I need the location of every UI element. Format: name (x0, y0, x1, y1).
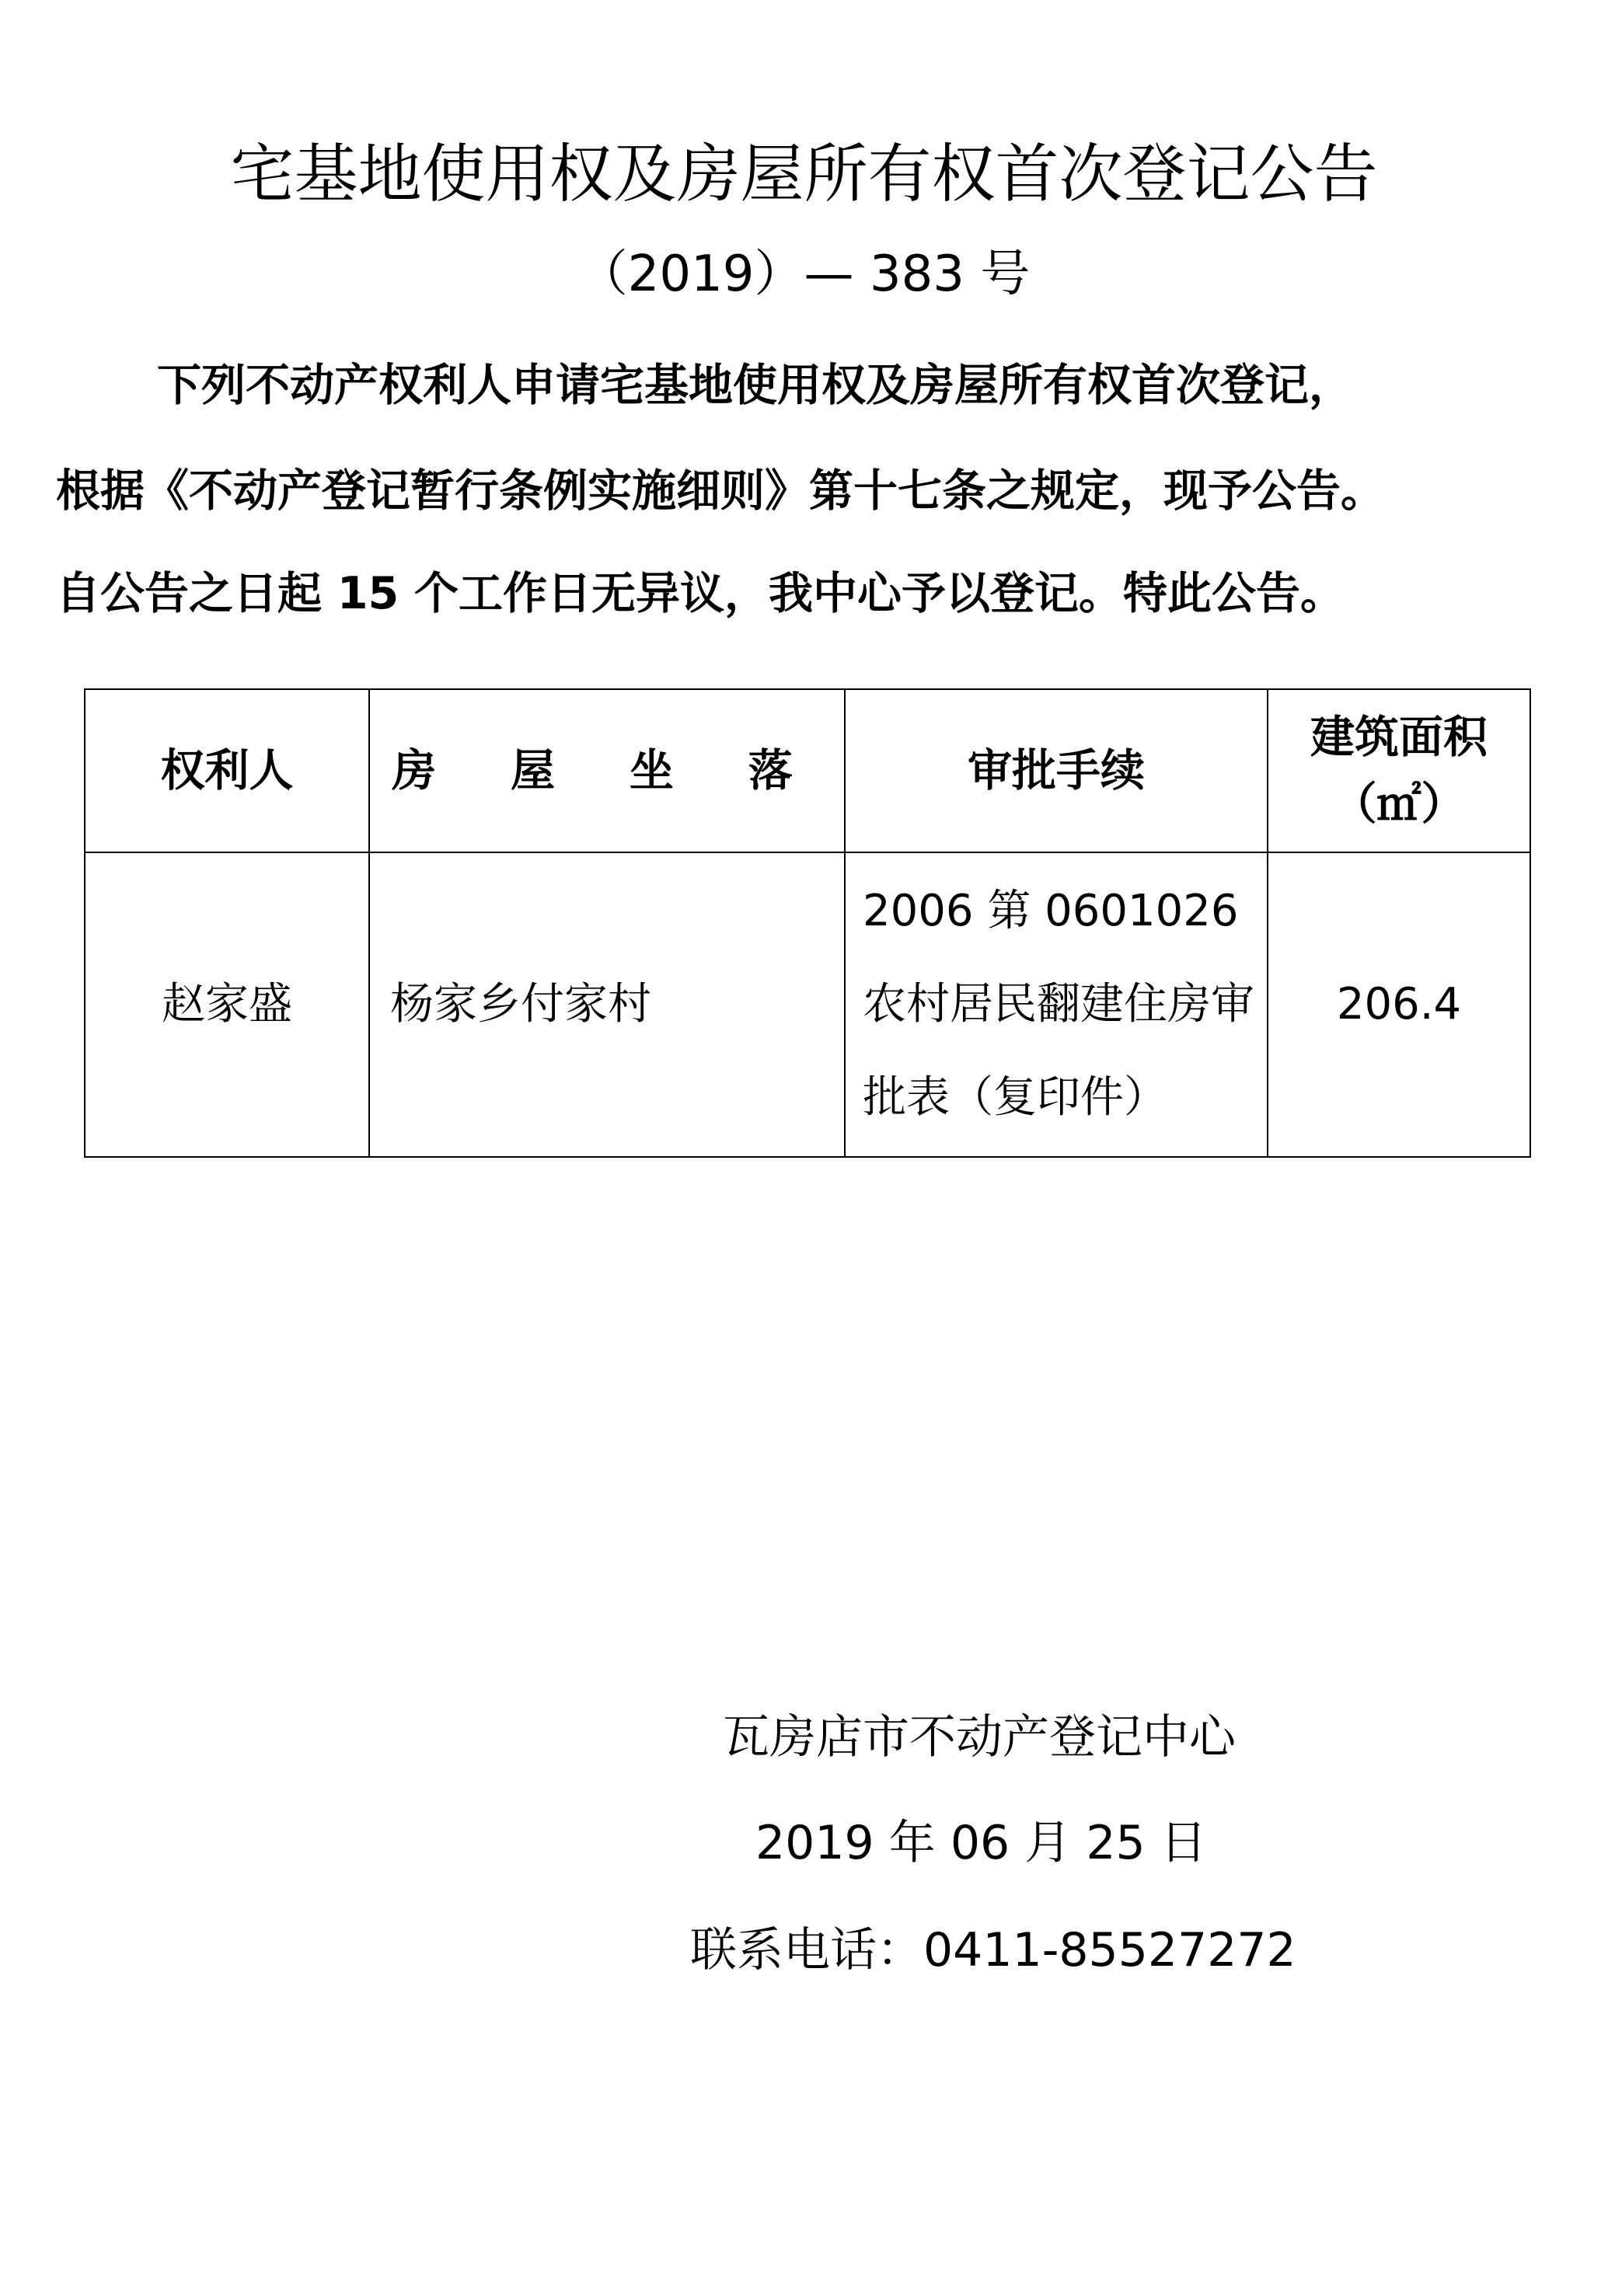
notice-number: （2019）— 383 号 (577, 246, 1031, 303)
notice-body-line-2: 根据《不动产登记暂行条例实施细则》第十七条之规定，现予公告。 (56, 465, 1385, 517)
cell-location: 杨家乡付家村 (369, 852, 845, 1157)
notice-date: 2019 年 06 月 25 日 (755, 1816, 1207, 1870)
issuing-organization: 瓦房店市不动产登记中心 (723, 1710, 1236, 1765)
header-approval: 审批手续 (845, 689, 1268, 852)
table-header-row (85, 689, 1530, 852)
header-area: 建筑面积（㎡） (1268, 689, 1530, 852)
table-row (85, 852, 1530, 1157)
notice-body-line-1: 下列不动产权利人申请宅基地使用权及房屋所有权首次登记， (157, 360, 1353, 411)
notice-body-line-3: 自公告之日起 15 个工作日无异议，我中心予以登记。特此公告。 (56, 568, 1345, 619)
notice-title: 宅基地使用权及房屋所有权首次登记公告 (230, 138, 1378, 211)
registration-table (84, 688, 1531, 1158)
header-location: 房 屋 坐 落 (369, 689, 845, 852)
cell-approval: 2006 第 0601026 农村居民翻建住房审批表（复印件） (845, 852, 1268, 1157)
contact-phone: 联系电话：0411-85527272 (690, 1923, 1296, 1977)
cell-owner: 赵家盛 (85, 852, 369, 1157)
header-owner: 权利人 (85, 689, 369, 852)
cell-area: 206.4 (1268, 852, 1530, 1157)
